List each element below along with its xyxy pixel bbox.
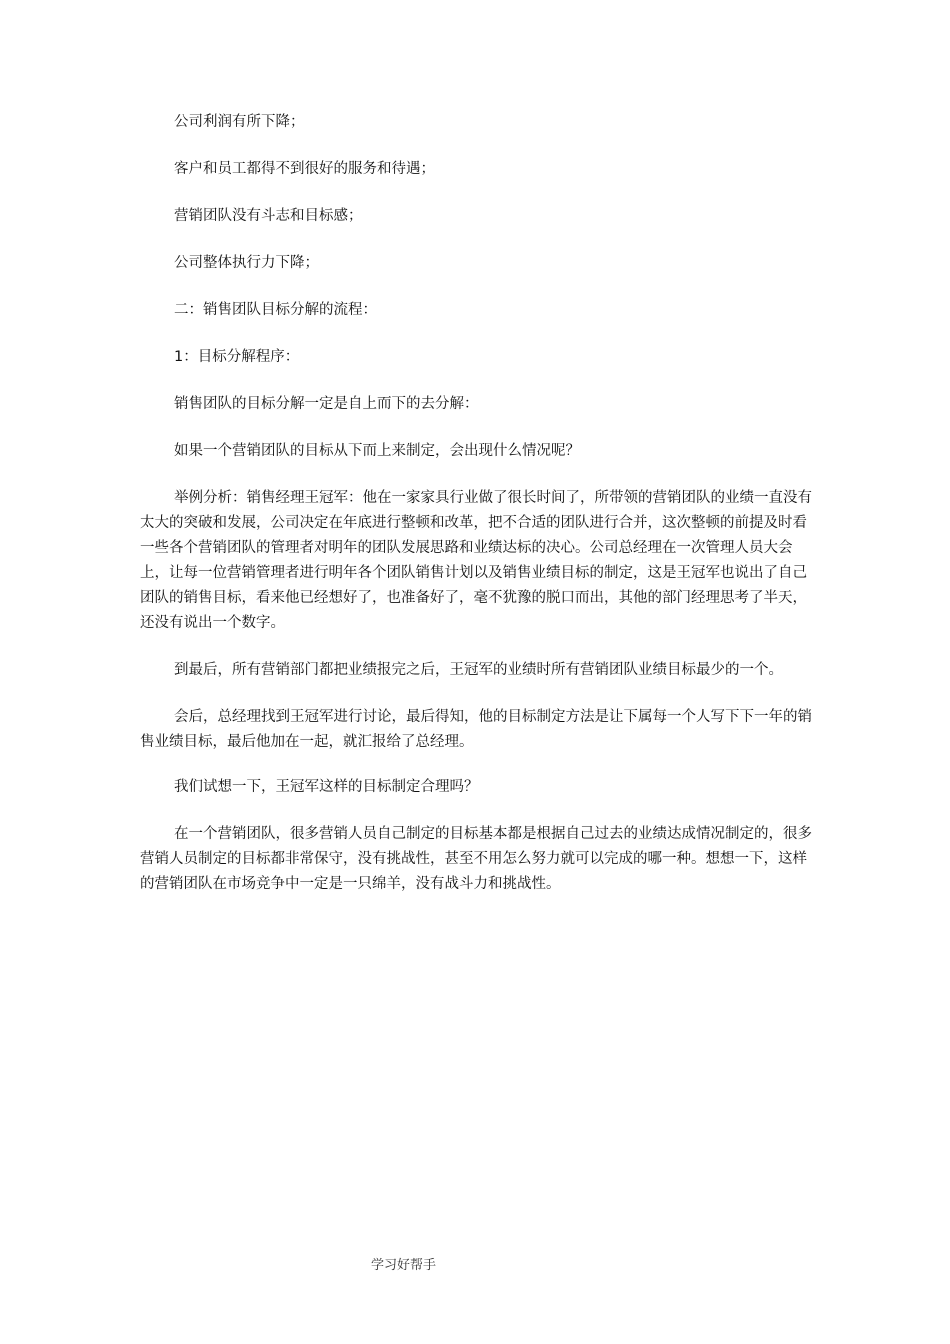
paragraph: 公司利润有所下降； xyxy=(174,114,305,130)
paragraph: 如果一个营销团队的目标从下而上来制定，会出现什么情况呢？ xyxy=(174,443,580,459)
paragraph: 在一个营销团队，很多营销人员自己制定的目标基本都是根据自己过去的业绩达成情况制定的，很多营销人员制定的目标都非常保守，没有挑战性，甚至不用怎么努力就可以完成的哪一种。想想一下，这样的营销团队在市场竞争中一定是一只绵羊，没有战斗力和挑战性。 xyxy=(140,826,812,892)
paragraph: 我们试想一下，王冠军这样的目标制定合理吗？ xyxy=(174,779,479,795)
page-footer: 学习好帮手 xyxy=(371,1258,437,1273)
paragraph: 客户和员工都得不到很好的服务和待遇； xyxy=(174,161,435,177)
paragraph: 公司整体执行力下降； xyxy=(174,255,319,271)
example-paragraph: 举例分析：销售经理王冠军：他在一家家具行业做了很长时间了，所带领的营销团队的业绩一直没有太大的突破和发展，公司决定在年底进行整顿和改革，把不合适的团队进行合并，这次整顿的前提及时看一些各个营销团队的管理者对明年的团队发展思路和业绩达标的决心。公司总经理在一次管理人员大会上，让每一位营销管理者进行明年各个团队销售计划以及销售业绩目标的制定，这是王冠军也说出了自己团队的销售目标，看来他已经想好了，也准备好了，毫不犹豫的脱口而出，其他的部门经理思考了半天，还没有说出一个数字。 xyxy=(140,490,812,631)
paragraph: 销售团队的目标分解一定是自上而下的去分解： xyxy=(174,396,479,412)
paragraph: 会后，总经理找到王冠军进行讨论，最后得知，他的目标制定方法是让下属每一个人写下下一年的销售业绩目标，最后他加在一起，就汇报给了总经理。 xyxy=(140,709,812,750)
paragraph: 营销团队没有斗志和目标感； xyxy=(174,208,363,224)
subsection-heading: 1：目标分解程序： xyxy=(174,349,300,365)
document-body xyxy=(140,110,820,897)
section-heading: 二：销售团队目标分解的流程： xyxy=(174,302,377,318)
paragraph: 到最后，所有营销部门都把业绩报完之后，王冠军的业绩时所有营销团队业绩目标最少的一个。 xyxy=(174,662,783,678)
